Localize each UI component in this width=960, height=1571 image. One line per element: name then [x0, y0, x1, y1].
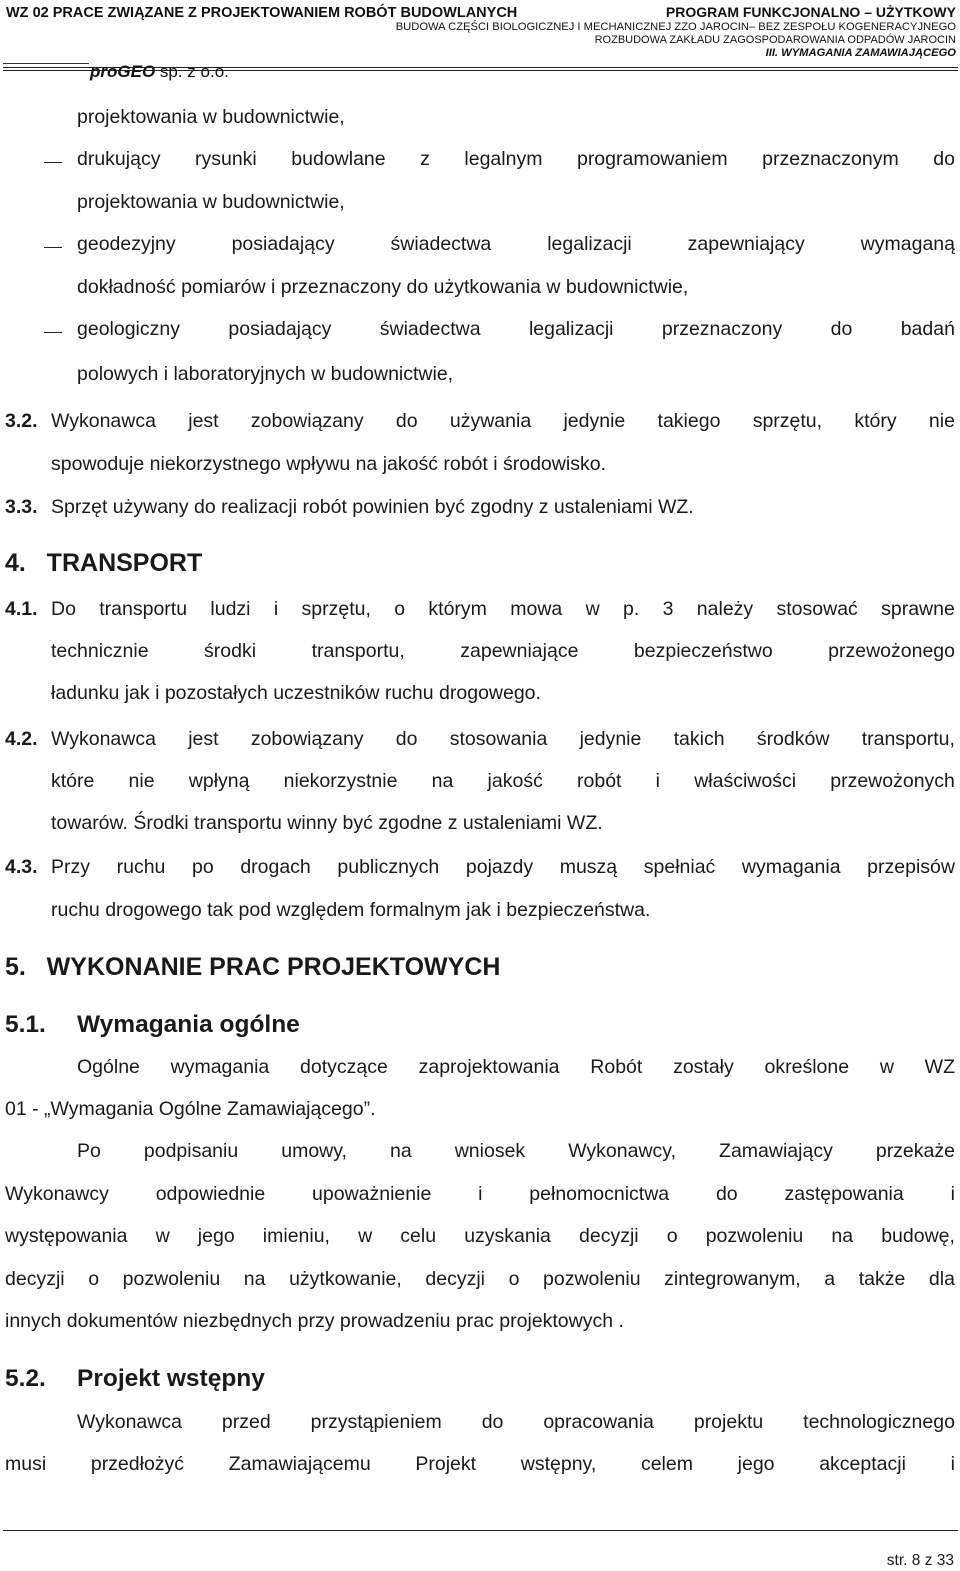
word: zastępowania: [784, 1183, 904, 1205]
text-line: ładunku jak i pozostałych uczestników ruchu drogowego.: [51, 682, 541, 704]
word: upoważnienie: [312, 1183, 432, 1205]
word: do: [715, 1183, 738, 1205]
word: decyzji: [579, 1225, 639, 1247]
text-line: Sprzęt używany do realizacji robót powinien być zgodny z ustaleniami WZ.: [51, 496, 694, 518]
paragraph-number: 4.3.: [5, 856, 38, 878]
word: jest: [188, 410, 219, 432]
word: geodezyjny: [77, 233, 176, 255]
word: do: [395, 410, 418, 432]
word: decyzji: [425, 1268, 485, 1290]
word: ludzi: [210, 598, 251, 620]
word: w: [879, 1056, 894, 1078]
word: legalizacji: [528, 318, 614, 340]
word: i: [273, 598, 279, 620]
word: jego: [197, 1225, 235, 1247]
word: Projekt: [415, 1453, 477, 1475]
header-rule-top: [3, 67, 958, 68]
word: o: [508, 1268, 520, 1290]
justified-line: [51, 772, 955, 792]
word: WZ: [924, 1056, 955, 1078]
word: przed: [221, 1411, 271, 1433]
word: Przy: [51, 856, 90, 878]
word: mowa: [510, 598, 563, 620]
bullet-dash: [44, 247, 62, 248]
word: na: [431, 770, 454, 792]
word: właściwości: [694, 770, 797, 792]
word: stosowania: [449, 728, 548, 750]
word: budowę,: [881, 1225, 955, 1247]
word: dotyczące: [300, 1056, 388, 1078]
word: którym: [428, 598, 487, 620]
word: po: [192, 856, 214, 878]
justified-line: [51, 642, 955, 662]
word: sprzętu,: [301, 598, 371, 620]
text-line: projektowania w budownictwie,: [77, 191, 345, 213]
word: należy: [696, 598, 754, 620]
text-line: innych dokumentów niezbędnych przy prowadzeniu prac projektowych .: [5, 1310, 624, 1332]
word: przekaże: [875, 1140, 955, 1162]
footer-rule: [3, 1530, 958, 1531]
word: zintegrowanym,: [664, 1268, 801, 1290]
word: Wykonawcy,: [568, 1140, 677, 1162]
word: sprzętu,: [752, 410, 823, 432]
paragraph-number: 3.2.: [5, 410, 38, 432]
word: Wykonawca: [51, 410, 156, 432]
word: przepisów: [867, 856, 955, 878]
word: jego: [737, 1453, 775, 1475]
word: przewożonych: [830, 770, 955, 792]
word: drukujący: [77, 148, 161, 170]
justified-line: [77, 235, 955, 255]
word: zaprojektowania: [418, 1056, 560, 1078]
brand-main: proGEO: [90, 62, 156, 81]
word: i: [655, 770, 660, 792]
paragraph-number: 3.3.: [5, 496, 38, 518]
word: sprawne: [881, 598, 955, 620]
word: w: [585, 598, 600, 620]
word: Ogólne: [77, 1056, 140, 1078]
word: muszą: [559, 856, 618, 878]
word: stosować: [776, 598, 858, 620]
text-line: towarów. Środki transportu winny być zgodne z ustaleniami WZ.: [51, 812, 603, 834]
word: świadectwa: [390, 233, 492, 255]
page-header: [0, 0, 960, 81]
word: umowy,: [281, 1140, 347, 1162]
text-line: dokładność pomiarów i przeznaczony do użytkowania w budownictwie,: [77, 276, 689, 298]
word: o: [88, 1268, 100, 1290]
word: przedłożyć: [90, 1453, 185, 1475]
word: opracowania: [543, 1411, 654, 1433]
justified-line: [77, 1413, 955, 1433]
word: i: [478, 1183, 483, 1205]
justified-line: [51, 730, 955, 750]
word: projektu: [693, 1411, 764, 1433]
text-line: projektowania w budownictwie,: [77, 106, 345, 128]
word: rysunki: [194, 148, 257, 170]
word: niekorzystnie: [283, 770, 398, 792]
word: pozwoleniu: [543, 1268, 641, 1290]
text-line: ruchu drogowego tak pod względem formalnym jak i bezpieczeństwa.: [51, 899, 651, 921]
word: wniosek: [454, 1140, 526, 1162]
word: jest: [188, 728, 219, 750]
word: pozwoleniu: [122, 1268, 221, 1290]
word: które: [51, 770, 95, 792]
word: podpisaniu: [143, 1140, 239, 1162]
justified-line: [5, 1185, 955, 1205]
word: celu: [400, 1225, 437, 1247]
word: transportu,: [311, 640, 405, 662]
word: który: [854, 410, 897, 432]
company-brand: [90, 62, 229, 82]
word: zapewniające: [460, 640, 579, 662]
word: technicznie: [51, 640, 149, 662]
word: jedynie: [563, 410, 626, 432]
brand-underline: [3, 63, 89, 64]
word: transportu,: [861, 728, 955, 750]
word: z: [420, 148, 430, 170]
section-heading-projects: 5. WYKONANIE PRAC PROJEKTOWYCH: [5, 953, 501, 981]
header-section-line: III. WYMAGANIA ZAMAWIAJĄCEGO: [765, 46, 956, 59]
word: do: [481, 1411, 504, 1433]
subsection-number: 5.2.: [5, 1365, 46, 1392]
page-number: str. 8 z 33: [886, 1552, 954, 1569]
word: musi: [5, 1453, 47, 1475]
word: przeznaczonym: [762, 148, 899, 170]
word: posiadający: [228, 318, 332, 340]
word: wymaganą: [860, 233, 955, 255]
word: jakość: [487, 770, 543, 792]
word: pełnomocnictwa: [529, 1183, 670, 1205]
word: wymagania: [170, 1056, 270, 1078]
word: do: [933, 148, 955, 170]
word: akceptacji: [819, 1453, 906, 1475]
justified-line: [5, 1227, 955, 1247]
word: nie: [128, 770, 155, 792]
word: legalizacji: [547, 233, 632, 255]
justified-line: [77, 1058, 955, 1078]
word: na: [390, 1140, 412, 1162]
word: Zamawiający: [719, 1140, 833, 1162]
subsection-title: Projekt wstępny: [77, 1365, 265, 1392]
word: pozwoleniu: [705, 1225, 804, 1247]
header-program-title: PROGRAM FUNKCJONALNO – UŻYTKOWY: [665, 4, 956, 20]
header-project-line: BUDOWA CZĘŚCI BIOLOGICZNEJ I MECHANICZNEJ ZZO JAROCIN– BEZ ZESPOŁU KOGENERACYJNEGO: [395, 20, 956, 33]
word: Do: [51, 598, 76, 620]
word: określone: [764, 1056, 850, 1078]
word: w: [155, 1225, 170, 1247]
word: badań: [900, 318, 955, 340]
bullet-dash: [44, 162, 62, 163]
word: przeznaczony: [661, 318, 783, 340]
word: występowania: [5, 1225, 128, 1247]
word: odpowiednie: [155, 1183, 266, 1205]
word: posiadający: [231, 233, 335, 255]
word: na: [243, 1268, 266, 1290]
section-heading-transport: 4. TRANSPORT: [5, 549, 203, 577]
word: bezpieczeństwo: [633, 640, 773, 662]
word: publicznych: [337, 856, 440, 878]
word: na: [831, 1225, 854, 1247]
word: programowaniem: [576, 148, 728, 170]
subsection-number: 5.1.: [5, 1011, 46, 1038]
bullet-dash: [44, 332, 62, 333]
word: używania: [449, 410, 532, 432]
word: o: [666, 1225, 678, 1247]
word: zobowiązany: [250, 410, 364, 432]
text-line: spowoduje niekorzystnego wpływu na jakość robót i środowisko.: [51, 453, 606, 475]
word: nie: [928, 410, 955, 432]
justified-line: [77, 150, 955, 170]
header-project-info: [396, 4, 956, 60]
word: takich: [673, 728, 725, 750]
word: robót: [577, 770, 622, 792]
header-plant-line: ROZBUDOWA ZAKŁADU ZAGOSPODAROWANIA ODPADÓW JAROCIN: [594, 33, 956, 46]
word: w: [358, 1225, 373, 1247]
word: także: [858, 1268, 906, 1290]
word: takiego: [657, 410, 721, 432]
word: celem: [640, 1453, 693, 1475]
word: geologiczny: [77, 318, 180, 340]
word: przystąpieniem: [310, 1411, 442, 1433]
word: wymagania: [741, 856, 841, 878]
justified-line: [5, 1270, 955, 1290]
word: zapewniający: [687, 233, 805, 255]
word: 3: [662, 598, 674, 620]
word: Zamawiającemu: [228, 1453, 371, 1475]
word: transportu: [99, 598, 188, 620]
justified-line: [77, 320, 955, 340]
word: i: [950, 1453, 955, 1475]
word: zostały: [673, 1056, 734, 1078]
word: środki: [204, 640, 257, 662]
word: i: [950, 1183, 955, 1205]
text-line: 01 - „Wymagania Ogólne Zamawiającego”.: [5, 1098, 376, 1120]
word: wpłyną: [188, 770, 250, 792]
word: zobowiązany: [250, 728, 364, 750]
justified-line: [5, 1455, 955, 1475]
word: do: [395, 728, 418, 750]
word: imieniu,: [262, 1225, 330, 1247]
word: dla: [928, 1268, 955, 1290]
word: wstępny,: [520, 1453, 597, 1475]
word: p.: [623, 598, 640, 620]
header-document-title: WZ 02 PRACE ZWIĄZANE Z PROJEKTOWANIEM ROBÓT BUDOWLANYCH: [6, 5, 518, 21]
justified-line: [51, 412, 955, 432]
text-line: polowych i laboratoryjnych w budownictwie,: [77, 363, 454, 385]
word: do: [830, 318, 853, 340]
word: przewożonego: [828, 640, 955, 662]
word: Wykonawca: [77, 1411, 182, 1433]
word: a: [824, 1268, 836, 1290]
subsection-title: Wymagania ogólne: [77, 1011, 300, 1038]
justified-line: [77, 1142, 955, 1162]
word: Robót: [590, 1056, 643, 1078]
word: Wykonawca: [51, 728, 156, 750]
justified-line: [51, 858, 955, 878]
header-rule-bottom: [3, 70, 958, 71]
word: budowlane: [291, 148, 386, 170]
justified-line: [51, 600, 955, 620]
word: Po: [77, 1140, 101, 1162]
word: uzyskania: [464, 1225, 551, 1247]
brand-suffix: sp. z o.o.: [155, 62, 229, 81]
word: pojazdy: [465, 856, 534, 878]
word: ruchu: [116, 856, 166, 878]
word: spełniać: [643, 856, 716, 878]
word: jedynie: [579, 728, 642, 750]
word: Wykonawcy: [5, 1183, 109, 1205]
word: decyzji: [5, 1268, 65, 1290]
paragraph-number: 4.1.: [5, 598, 38, 620]
word: użytkowanie,: [289, 1268, 402, 1290]
word: świadectwa: [379, 318, 481, 340]
word: środków: [756, 728, 830, 750]
word: legalnym: [464, 148, 543, 170]
word: technologicznego: [803, 1411, 955, 1433]
paragraph-number: 4.2.: [5, 728, 38, 750]
word: o: [394, 598, 406, 620]
word: drogach: [240, 856, 311, 878]
